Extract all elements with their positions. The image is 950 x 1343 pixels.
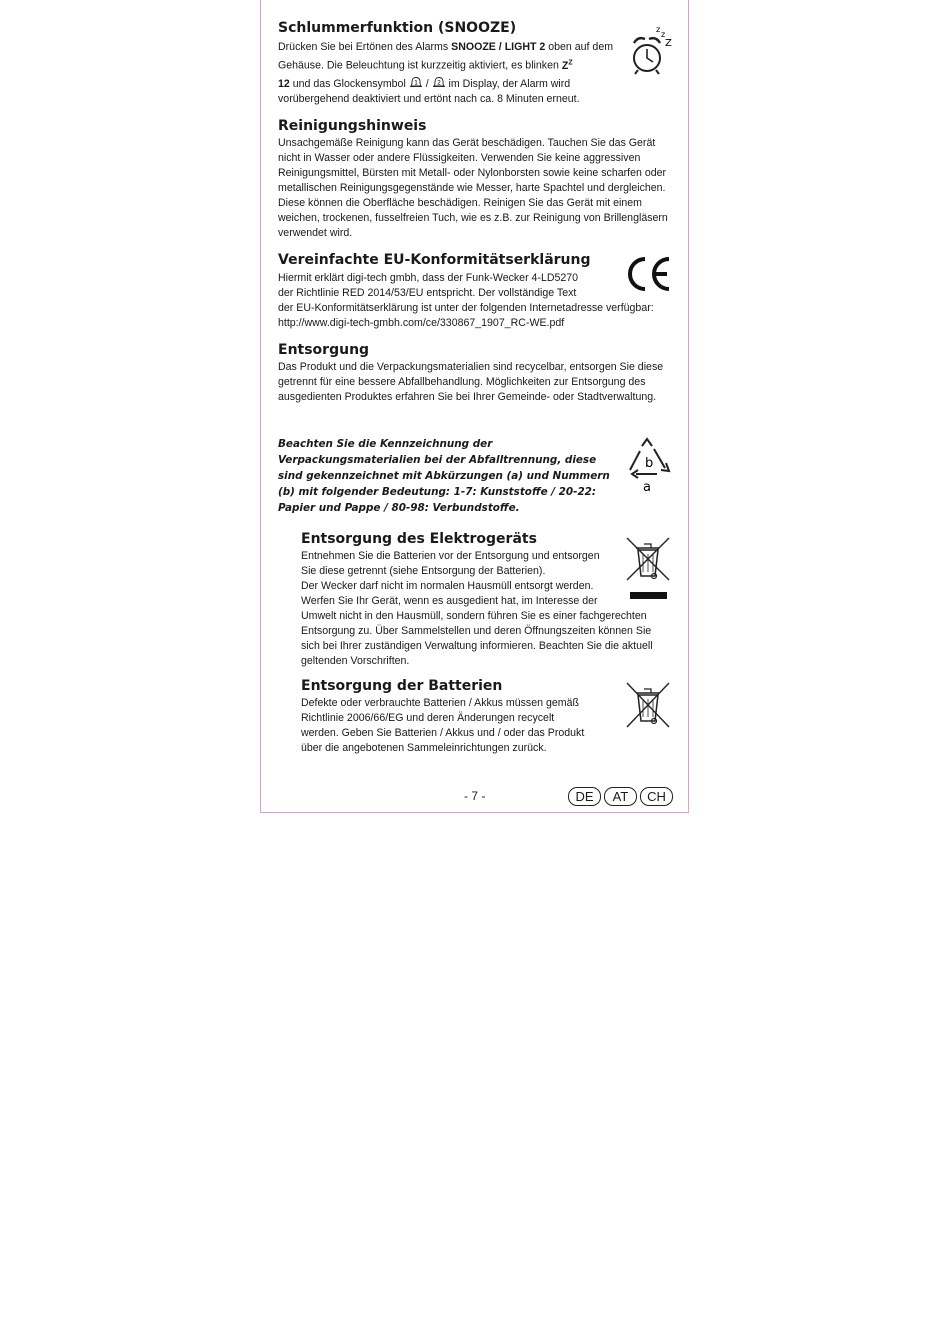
note-line-1: Beachten Sie die Kennzeichnung der xyxy=(278,438,493,450)
snooze-z2: z xyxy=(661,30,666,39)
batteries-line-1: Defekte oder verbrauchte Batterien / Akkus müssen gemäß xyxy=(301,697,579,709)
snooze-heading: Schlummerfunktion (SNOOZE) xyxy=(278,20,517,36)
alarm-clock-snooze-icon xyxy=(626,22,674,78)
batteries-line-4: über die angebotenen Sammeleinrichtungen zurück. xyxy=(301,742,547,754)
bell-1-icon xyxy=(409,76,423,89)
bell-separator: / xyxy=(422,78,432,90)
recycle-code-b: b xyxy=(645,456,654,471)
disposal-text: Das Produkt und die Verpackungsmaterialien sind recycelbar, entsorgen Sie diese getrennt für eine bessere Abfallbehandlung. Möglichkeiten zur Entsorgung des ausgedienten Produktes erfahren Sie bei Ihrer Gemeinde- oder Stadtverwaltung. xyxy=(278,361,664,403)
cleaning-heading: Reinigungshinweis xyxy=(278,118,427,134)
snooze-paragraph-3: vorübergehend deaktiviert und ertönt nach ca. 8 Minuten erneut. xyxy=(278,93,580,105)
electro-line-3: Der Wecker darf nicht im normalen Hausmüll entsorgt werden. xyxy=(301,580,594,592)
snooze-text-a: Drücken Sie bei Ertönen des Alarms xyxy=(278,41,452,53)
batteries-line-2: Richtlinie 2006/66/EG und deren Änderungen recycelt xyxy=(301,712,555,724)
electro-line-8: geltenden Vorschriften. xyxy=(301,655,410,667)
conformity-url: http://www.digi-tech-gmbh.com/ce/330867_1907_RC-WE.pdf xyxy=(278,317,565,329)
electro-line-7: sich bei Ihrer zuständigen Verwaltung informieren. Beachten Sie die aktuell xyxy=(301,640,653,652)
snooze-text-c: und das Glockensymbol xyxy=(289,78,409,90)
electro-line-4: Werfen Sie Ihr Gerät, wenn es ausgedient hat, im Interesse der xyxy=(301,595,598,607)
country-badge-de: DE xyxy=(568,787,601,806)
snooze-z1: z xyxy=(656,25,661,34)
snooze-text-d: im Display, der Alarm wird xyxy=(445,78,571,90)
snooze-key-label: SNOOZE / LIGHT 2 xyxy=(451,41,546,53)
note-line-5: Papier und Pappe / 80-98: Verbundstoffe. xyxy=(278,502,520,514)
snooze-zz: $Z^Z$ xyxy=(561,59,573,72)
snooze-z3: Z xyxy=(665,38,672,49)
disposal-heading: Entsorgung xyxy=(278,342,370,358)
electro-line-2: Sie diese getrennt (siehe Entsorgung der Batterien). xyxy=(301,565,546,577)
electro-heading: Entsorgung des Elektrogeräts xyxy=(301,531,537,547)
batteries-line-3: werden. Geben Sie Batterien / Akkus und / oder das Produkt xyxy=(301,727,585,739)
recycling-symbol-icon xyxy=(624,436,674,494)
snooze-text-b: oben auf dem Gehäuse. Die Beleuchtung ist kurzzeitig aktiviert, es blinken xyxy=(278,41,614,72)
page-number: - 7 - xyxy=(464,789,486,803)
conformity-line-2: der Richtlinie RED 2014/53/EU entspricht. Der vollständige Text xyxy=(278,287,577,299)
country-badge-at: AT xyxy=(604,787,637,806)
bell-2-icon xyxy=(432,76,446,89)
note-line-2: Verpackungsmaterialien bei der Abfalltrennung, diese xyxy=(278,454,597,466)
crossed-bin-weee-icon xyxy=(624,534,672,602)
ce-mark-icon xyxy=(624,255,674,293)
conformity-heading: Vereinfachte EU-Konformitätserklärung xyxy=(278,252,591,268)
electro-text xyxy=(301,549,653,669)
conformity-line-3: der EU-Konformitätserklärung ist unter der folgenden Internetadresse verfügbar: xyxy=(278,302,654,314)
conformity-line-1: Hiermit erklärt digi-tech gmbh, dass der Funk-Wecker 4-LD5270 xyxy=(278,272,579,284)
note-line-3: sind gekennzeichnet mit Abkürzungen (a) und Nummern xyxy=(278,470,610,482)
batteries-text xyxy=(301,696,584,756)
country-badge-ch: CH xyxy=(640,787,673,806)
recycle-code-a: a xyxy=(643,480,651,494)
snooze-paragraph xyxy=(278,40,614,74)
note-line-4: (b) mit folgender Bedeutung: 1-7: Kunststoffe / 20-22: xyxy=(278,486,597,498)
batteries-heading: Entsorgung der Batterien xyxy=(301,678,503,694)
bell-2-number: 2 xyxy=(436,79,441,87)
electro-line-1: Entnehmen Sie die Batterien vor der Entsorgung und entsorgen xyxy=(301,550,600,562)
electro-line-6: Entsorgung zu. Über Sammelstellen und deren Öffnungszeiten können Sie xyxy=(301,625,652,637)
bell-1-number: 1 xyxy=(413,79,418,87)
electro-line-5: Umwelt nicht in den Hausmüll, sondern führen Sie es einer fachgerechten xyxy=(301,610,647,622)
snooze-12: 12 xyxy=(278,78,290,90)
cleaning-text: Unsachgemäße Reinigung kann das Gerät beschädigen. Tauchen Sie das Gerät nicht in Wasser oder andere Flüssigkeiten. Verwenden Sie keine aggressiven Reinigungsmittel, Bürsten mit Metall- oder Nylonborsten sowie keine scharfen oder metallischen Reinigungsgegenstände wie Messer, harte Spachtel und dergleichen. Diese können die Oberfläche beschädigen. Reinigen Sie das Gerät mit einem weichen, trockenen, fusselfreien Tuch, wie es z.B. zur Reinigung von Brillengläsern verwendet wird. xyxy=(278,137,668,239)
crossed-bin-battery-icon xyxy=(624,681,672,731)
packaging-note xyxy=(278,436,610,516)
snooze-paragraph-2 xyxy=(278,76,618,92)
